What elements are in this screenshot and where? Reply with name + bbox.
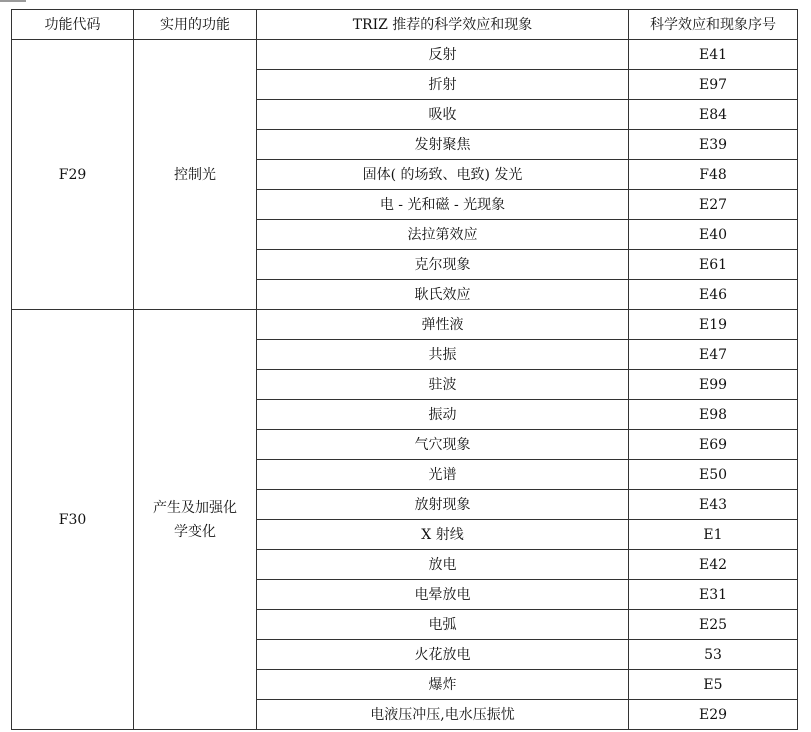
effect-number-cell: F48 [629,160,798,190]
effect-number-cell: E50 [629,460,798,490]
effect-number-cell: E61 [629,250,798,280]
effect-name-cell: 固体( 的场致、电致) 发光 [257,160,629,190]
effect-name-cell: 克尔现象 [257,250,629,280]
effect-name-cell: 共振 [257,340,629,370]
effect-number-cell: E98 [629,400,798,430]
effect-number-cell: E42 [629,550,798,580]
effect-number-cell: E47 [629,340,798,370]
header-row [12,10,798,40]
effect-number-cell: E97 [629,70,798,100]
effect-number-cell: E31 [629,580,798,610]
effect-name-cell: 光谱 [257,460,629,490]
practical-function-cell [134,310,257,730]
effect-name-cell: 法拉第效应 [257,220,629,250]
effect-name-cell: 放电 [257,550,629,580]
function-code-cell: F30 [12,310,134,730]
effect-number-cell: E43 [629,490,798,520]
effect-name-cell: 火花放电 [257,640,629,670]
practical-function-text: 产生及加强化学变化 [153,499,237,540]
effect-name-cell: 吸收 [257,100,629,130]
effect-number-cell: E46 [629,280,798,310]
effect-number-cell: E5 [629,670,798,700]
effect-name-cell: 耿氏效应 [257,280,629,310]
practical-function-cell [134,40,257,310]
effect-name-cell: 电晕放电 [257,580,629,610]
header-function-code: 功能代码 [12,10,134,40]
page-edge-mark [0,0,26,2]
table-row [12,310,798,340]
header-practical-function: 实用的功能 [134,10,257,40]
practical-function-text: 控制光 [174,166,216,183]
effect-number-cell: E27 [629,190,798,220]
effect-name-cell: X 射线 [257,520,629,550]
effect-number-cell: 53 [629,640,798,670]
effect-number-cell: E99 [629,370,798,400]
effect-number-cell: E25 [629,610,798,640]
effect-name-cell: 电液压冲压,电水压振忧 [257,700,629,730]
header-recommended-effect: TRIZ 推荐的科学效应和现象 [257,10,629,40]
effect-name-cell: 弹性液 [257,310,629,340]
effect-name-cell: 爆炸 [257,670,629,700]
effect-name-cell: 气穴现象 [257,430,629,460]
table-body [12,40,798,730]
effect-name-cell: 驻波 [257,370,629,400]
effect-name-cell: 反射 [257,40,629,70]
header-effect-number: 科学效应和现象序号 [629,10,798,40]
effect-number-cell: E40 [629,220,798,250]
effect-name-cell: 折射 [257,70,629,100]
table-row [12,40,798,70]
effect-name-cell: 电 - 光和磁 - 光现象 [257,190,629,220]
table-header [12,10,798,40]
effect-name-cell: 发射聚焦 [257,130,629,160]
effect-number-cell: E1 [629,520,798,550]
effect-number-cell: E19 [629,310,798,340]
effect-name-cell: 放射现象 [257,490,629,520]
effect-name-cell: 电弧 [257,610,629,640]
effect-number-cell: E39 [629,130,798,160]
effect-name-cell: 振动 [257,400,629,430]
effect-number-cell: E29 [629,700,798,730]
effect-number-cell: E84 [629,100,798,130]
effect-number-cell: E41 [629,40,798,70]
effects-table [11,9,798,730]
function-code-cell: F29 [12,40,134,310]
effect-number-cell: E69 [629,430,798,460]
